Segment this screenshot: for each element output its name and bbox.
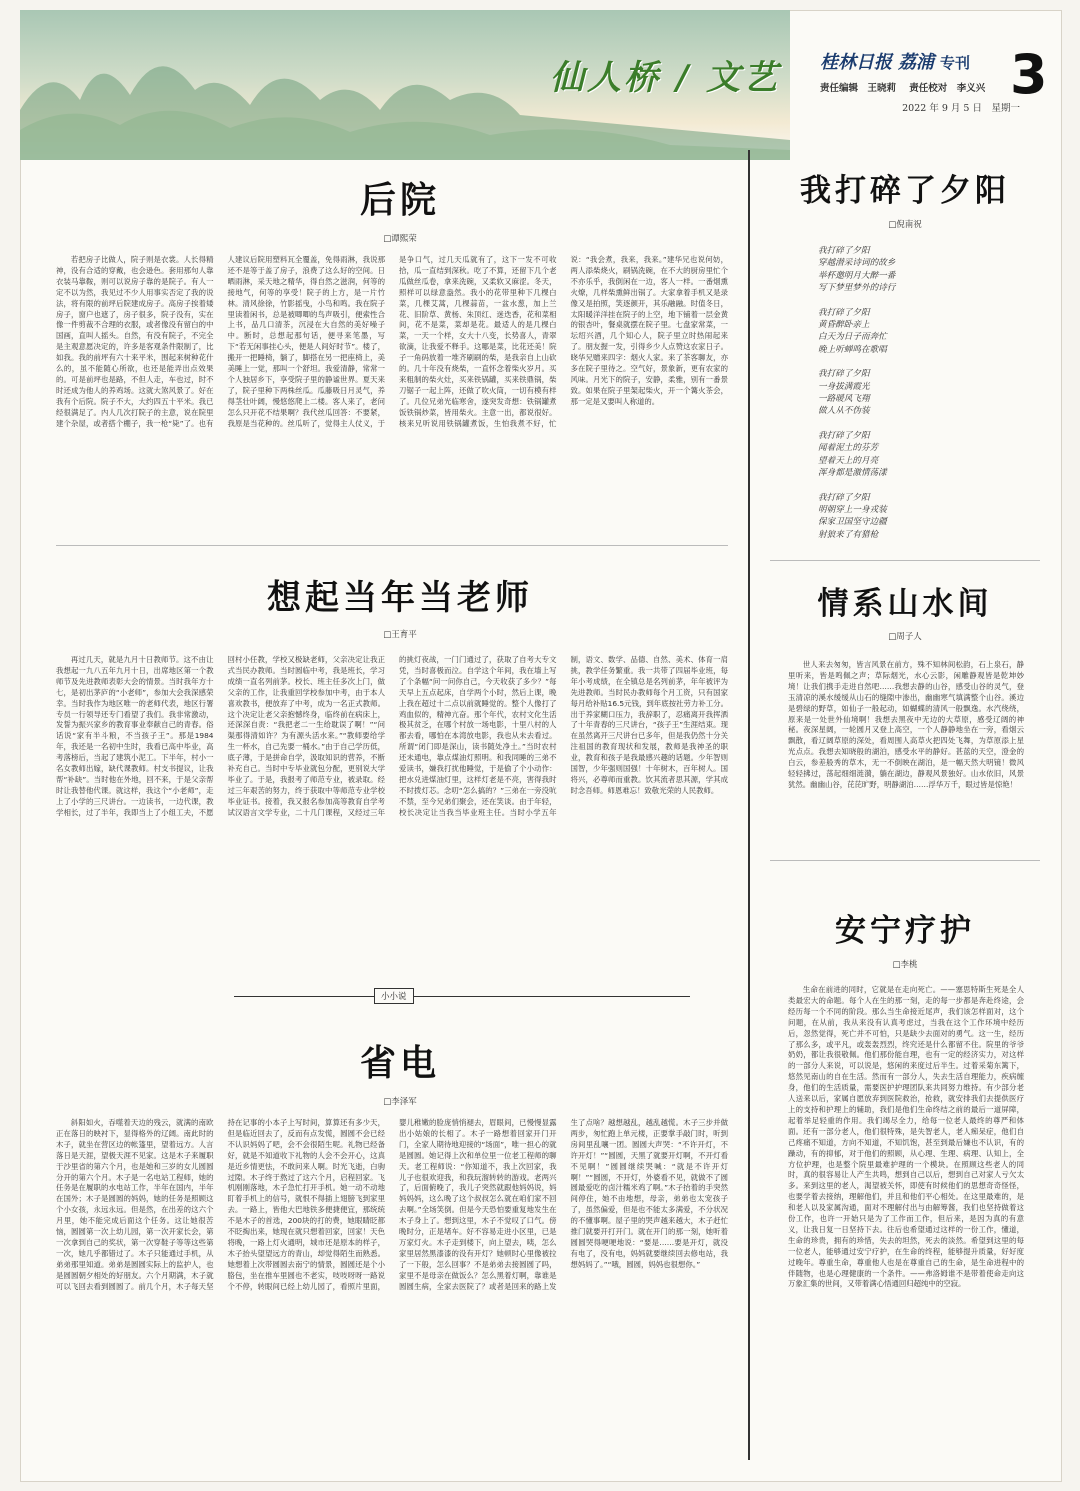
article-author-houyuan: □谭熙荣 [383,234,417,244]
poem-line: 举杯邀明月大醉一番 [818,270,896,281]
poem-line: 写下梦里梦外的诗行 [818,283,896,294]
poem-line: 我打碎了夕阳 [818,369,870,380]
article-author-anning: □李桃 [892,960,918,970]
poem-line: 浑身都是激情荡漾 [818,468,887,479]
article-body-shanshui [788,660,1024,845]
poem-line: 我打碎了夕阳 [818,246,870,256]
poem-line: 黄昏醉卧亲上 [818,320,870,331]
paper-name: 桂林日报 [820,52,892,73]
column-divider [748,150,750,1460]
article-author-shanshui: □周子人 [888,632,922,642]
article-body-teacher [56,655,728,960]
poem-line: 我打碎了夕阳 [818,492,870,503]
article-text: 若把房子比做人，院子则是衣裳。人长得精神，没有合适的穿戴，也会逊色。套用那句人靠衣装马靠鞍，则可以说房子靠的是院子。有人一定不以为然，我见过不少人用事实否定了我的说法，将有限的前坪后院建成房子。高房子挨着矮房子，窗户也遮了，房子很多，院子没有，实在像一件剪裁不合理的衣服，或者像没有留白的中国画，直叫人摇头。自然，有没有院子，不完全是主观意愿决定的，许多是客观条件限制了，比如我。我的前坪有六十来平米，围起来树种花什么的，虽不能随心所欲，也还是能弄出点效果的。可是前坪也是路，不但人走，车也过，时不时还成为他人的养鸡场。这就大煞风景了。好在我有个后院。院子不大，大约四五十平米。我已经很满足了。内人几次打院子的主意，说在院里建个杂屋，或者搭个棚子，我一枪“毙”了。也有人建议后院用塑料瓦全覆盖，免得雨淋，我说那还不是等于盖了房子，浪费了这么好的空间。日晒雨淋，采天地之精华，得自然之滋润，何等的接地气，何等的享受！院子的上方，是一片竹林。清风徐徐，竹影摇曳，小鸟和鸣。我在院子里读着闲书，总是被唧唧的鸟声吸引，便索性合上书，品几口清茶，沉浸在大自然的美好噪子中。断时，总想起那句话，便寻来笔墨，写下“若无闲事挂心头，便是人间好时节”。楼了，搬开一把睡椅，躺了，脚搭在另一把座椅上，美美睡上一觉，那叫一个舒坦。我爱清静，常常一个人独居乡下，享受院子里的静谧世界。夏天来了，院子里种下两株丝瓜。瓜藤吸日月灵气，养得茎壮叶阔，慢悠悠爬上二楼。客人来了，老问怎么只开花不结果啊？我代丝瓜回答：不要紧，我原是当花种的。丝瓜听了，觉得主人仗义，于是争口气，过几天瓜就有了，这下一发不可收拾，瓜一直结到深秋。吃了不算，还留下几个老瓜做丝瓜卷，拿来洗碗，又柔软又麻涩。冬天，照样可以绿意盎然。我小的花带里种下几棵白菜，几棵艾蒿，几棵蒜苗，一盆水葱，加上兰花、旧阶草、黄杨、朱顶红、迷迭香，花和菜相间，花不是菜，菜却是花。最适人的是几棵白菜，一天一个样，女大十八变，长势喜人，青翠欲滴，让我爱不释手。这哪是菜，比花还美！院子一角码放着一堆齐刷刷的柴，是我亲自上山砍的。几十年没有烧柴，一直怀念着柴火岁月。买来粗制的柴火灶，买来铁锅罐，买来铁鼎锅，柴刀锯子一起上阵，还做了吹火筒，一切有模有样了。几位兄弟光临寒舍，遂突发奇想：铁锅罐煮饭铁锅炒菜，皆用柴火。主意一出，都说很好。核来兄听说用铁锅罐煮饭，生怕我煮不好，忙说：“我会煮，我来，我来。”建华兄也说何妨，两人添柴烧火，刷锅洗碗，在不大的厨房里忙个不亦乐乎，我倒闲在一边，客人一样。一番烟熏火燎，几样柴熏鲜出锅了。大家拿着手机又是录像又是拍照，笑逐颜开，其乐融融。时值冬日，太阳暖洋洋挂在院子的上空，地下铺着一层金黄的银杏叶，餐桌就摆在院子里。七盘家常菜，一坛绍兴酒，几个知心人，院子里立时热闹起来了。朋友握一发，引得乡少人点赞这农家日子。晓华兄赠来四字：烟火人家。来了茶客聊友，亦多在院子里待之。空气好，景象新，更有农家的风味。月光下的院子，安静，柔雅，别有一番景致。如果在院子里架起柴火，开一个篝火茶会，那一定是又要叫人称道的。 [56,255,728,428]
poem-line: 保家卫国坚守边疆 [818,517,887,528]
article-author-shengdian: □李泽军 [383,1097,417,1107]
article-author-teacher: □王育平 [383,630,417,640]
poem-line: 一路暖风飞翔 [818,394,870,405]
section-rule [56,545,728,546]
section-rule [770,560,1040,561]
article-body-anning [788,985,1024,1460]
poem-stanza [818,368,1018,418]
section-title: 仙人桥 / 文艺 [550,58,781,98]
poem-sunset [818,245,1018,553]
section-banner [20,10,790,160]
county-name: 荔浦 [898,52,934,73]
poem-line: 闻着泥土的芬芳 [818,443,879,454]
proofreader-credit: 责任校对 李义兴 [909,83,986,94]
poem-line: 一身拔满霞光 [818,381,870,392]
article-text: 斜阳如火，吞噬着天边的残云，就满的南欧正在落日的映衬下，显得格外的辽阔。南此时的木子，就坐在营区边的帐篷里，望着远方。人言落日是天涯，望极天涯不见家。这是木子来履职于沙里省的第六个月，也是她和三岁的女儿圆圆分开的第六个月。木子是一名电站工程师，她的任务是在履职的水电站工作，半年在国内，半年在国外；木子是圆圆的妈妈，她的任务是照顾这个小女孩，永远永远。但是然，在出差的这六个月里，她不能完成后面这个任务。这让她很苦恼，圆圆第一次上幼儿园，第一次开家长会，第一次拿到自己的奖状，第一次穿鞋子等等这些第一次，她几乎都错过了。木子只能通过手机，从弟弟那里知道。弟弟是圆圆实际上的监护人，也是圆圆朝夕相处的好朋友。六个月期满，木子就可以飞回去看到圆圆了。前几个月，木子每天坚持在记事的小本子上写时间，算算还有多少天，但是临近回去了，反而有点发慌，圆圆不会已经不认识妈妈了吧，会不会很陌生呢。礼物已经备好，就是不知道收下礼物的人会不会开心，这真是近乡情更怯，不敢问来人啊。时光飞逝，白驹过隙。木子终于熬过了这六个月，启程回家。飞机刚刚落地，木子急忙打开手机。她一动不动地盯着手机上的信号，就恨不得插上翅膀飞到家里去。一路上，皆他大巴地铁多便捷便宜，那统统不是木子的首选，200块的打的费，她眼睛眨都不眨掏出来，她现在就只想着回家，回家！天色将晚，一路上灯火通明，城市还是原本的样子，木子抬头望望远方的青山，却觉得陌生而熟悉。她想着上次带圆圆去南宁的情景，圆圆还是个小胳包，坐在推车里圆也不老实，吱吱呀呀一路说个不停，转眼间已经上幼儿园了，看照片里面，婴儿稚嫩的脸庞悄悄褪去，眉眼间，已慢慢显露出小姑娘的长相了。木子一路想着回家开门开门，全家人期待地迎接的“场面”，唯一担心的就是圆圆。她记得上次和单位里一位老工程师的聊天。老工程师说：“你知道不，我上次回家，我儿子也很欢迎我，和我玩溜转转的游戏。老两兴了，后面俯晚了，我儿子突然就跟他妈妈说，妈妈妈妈，这么晚了这个叔叔怎么就在咱们家不回去啊。”全场笑倒。但是今天恐怕要重复地发生在木子身上了。想到这里，木子不觉叹了口气。傍晚时分，正是堵车。好不容易走进小区里，已是万家灯火。木子走到楼下，向上望去，咦，怎么家里居然黑漆漆的没有开灯？她顿时心里像被拉了一下般，怎么回事？不是弟弟去接圆圆了吗，家里不是母亲在做饭么？怎么黑着灯啊，靠谁是圆圆生病，全家去医院了？或者是回来的路上发生了点啥？越想越乱，越乱越慌。木子三步并做两步，匆忙跑上单元楼，正要掌手敲门时，听到房间里乱嚷一团。圆圆大声哭：“不许开灯，不许开灯！”“圆圆，天黑了就要开灯啊，不开灯看不见啊！”圆圆继续哭喊：“就是不许开灯啊！”“圆圆，不开灯，外婆看不见，就做不了圆圆最爱吃的卤汁糯米鸡了啊。”木子抬着的手突然间停住，她不由地想，母亲，弟弟也太宠孩子了，虽然偏爱，但是也不能太多满爱，不分状况的不懂事啊。屋子里的哭声越来越大，木子赶忙推门就要开打开门。就在开门的那一刻，她听着圆圆哭得哽哽地说：“要是……要是开灯，就没有电了，没有电，妈妈就要继续回去修电站，我想妈妈了。”“哦，圆圆，妈妈也很想你。” [56,1118,728,1291]
poem-stanza [818,307,1018,357]
article-title-shengdian: 省电 [359,1042,440,1084]
poem-line: 我打碎了夕阳 [818,430,870,441]
article-author-sunset: □倪南祝 [888,220,922,230]
article-title-shanshui: 情系山水间 [817,586,993,622]
poem-line: 晚上听蝉鸣在歌唱 [818,344,887,355]
poem-line: 望着天上的月亮 [818,455,879,466]
flash-fiction-tag: 小小说 [374,988,414,1004]
poem-line: 明朝穿上一身戎装 [818,504,887,515]
poem-line: 做人从不伪装 [818,406,870,417]
article-title-teacher: 想起当年当老师 [267,578,533,618]
poem-line: 射狼来了有猎枪 [818,529,879,540]
article-title-houyuan: 后院 [359,179,440,221]
section-rule [770,860,1040,861]
article-text: 生命在前进的同时，它就是在走向死亡。——塞思特斯生死是全人类最宏大的命题。每个人在生的那一刻，走的每一步都是奔赴终途，会经历每一个不同的阶段。那么当生命接近尾声，我们该怎样面对，这个问题，在从前，我从来没有认真考虑过，当我在这个工作环境中经历后，忽然觉得，死亡并不可怕，只是缺少去面对的勇气。这一生，经历了那么多，或平凡，或轰轰烈烈，终究还是什么都留不住。院里的爷爷奶奶，都让我很敬佩。他们那份能自理，也有一定的经济实力，对这样的一部分人来说，可以说是，悠闲的来度过后半生。过着采菊东篱下，悠然见南山的自在生活。然而有一部分人，失去生活自理能力，疾病缠身，他们的生活质量，需要医护护理团队来共同努力维持。有少部分老人送来以后，家属自愿放弃到医院救治，抢救，就安排我们去提供医疗上的支持和护理上的辅助，我们是他们生命终结之前的最后一道屏障，起着举足轻重的作用。我们竭尽全力，给每一位老人最终的尊严和体面。还有一部分老人，他们很特殊，是失智老人，老人痴呆症，他们自己疼痛不知道，方向不知道，不知饥饱，甚至到最后嫌也不认识，有的躁动，有的抑郁，对于他们的照顾，从心理、生理、病理、认知上，全方位护理，也是整个院里最难护理的一个模块。在照顾这些老人的同时，真的很容易让人产生共鸣，想到自己以后，想到自己对家人亏欠太多。来到这里的老人，渴望被关怀，即使有时候他们的思想奇奇怪怪，也要学着去接纳，理解他们，并且和他们平心相处。在这里最难的，是和老人以及家属沟通，面对不理解付出与由解筹酱，我们也坚持做着这份工作，也许一开始只是为了工作而工作，但后来，是因为真的有意义，让我日复一日坚持下去。往后也希望通过这样的一份工作，懂道，生命的珍贵，拥有的珍惜，失去的坦然，死去的淡然。希望到这里的每一位老人，能够通过安宁疗护，在生命的终程，能够提升质量，好好度过晚年。尊重生命，尊重他人也是在尊重自己的生命，是生命进程中的伴随物，也是心理健康的一个条件。——弗洛姆谁不是带着使命走向这万象汇集的世间，又带着满心悟通回归超纯中的空寂。 [788,985,1024,1289]
article-text: 世人来去匆匆，皆言风景在前方，殊不知林间松韵，石上泉石，静里听来，皆是鸣佩之声；草际烟光，水心云影，闲雕静观皆是乾坤妙境！让我们携手走进自然吧……我想去静的山谷，感受山谷的灵气，登玉清凉的溪水缓缓从山石的缝隙中渗出，幽幽寒气填满整个山谷。溪边是碧绿的野草，如仙子一般起动，如蝴蝶的清风一般飘逸。水汽绕绕，原来是一处世外仙境啊！我想去黑夜中无边的大草原，感受辽阔的神秘。夜深星阔，一轮圆月又登上高空，一个人静静地坐在一旁，看烟云飘散，看辽阔草原的深处，看周围人高草火把四处飞舞，为草原添上星光点点。我想去知晓般的湖泊，感受水平的静好。甚蓝的天空，澄金的白云，参差般秀的草木，无一不倒映在湖泊，是一幅天然大明镜！微风轻轻拂过，荡起细细涟漪，躺在湖边，静观风景独好。山水依旧，风景犹然。幽幽山谷，芘芘旷野，明静湖泊……浮华万千，眼过皆是惊艳！ [788,660,1024,789]
page-number: 3 [1010,43,1048,106]
special-label: 专刊 [940,54,971,72]
poem-stanza [818,492,1018,542]
article-title-sunset: 我打碎了夕阳 [800,173,1010,209]
article-body-shengdian [56,1118,728,1463]
masthead [820,48,1040,114]
poem-stanza [818,430,1018,480]
editor-credit: 责任编辑 王晓莉 [820,83,897,94]
poem-line: 穿越潜采诗词的故乡 [818,258,896,269]
poem-line: 白天为日子而奔忙 [818,332,887,343]
article-text: 再过几天，就是九月十日教师节。这不由让我想起一九八五年九月十日，出席地区第一个教师节及先进教师表彰大会的情景。当时我年方十七，是初出茅庐的“小老师”，参加大会我深感荣幸。当时我作为地区唯一的老师代表，地区行署专员一行领导还专门看望了我们。我非常激动，发誓为振兴家乡的教育事业奉献自己的青春。俗话说“家有半斗粮，不当孩子王”。那是1984年，我还是一名初中生时，我看已高中毕业，高考落榜后，当起了建筑小泥工。下半年，村小一名女教师出嫁，缺代课教师。村支书提议，让我帮“补缺”。当时他在外地，回不来，于是父亲帮时让我替他代课。就这样，我这个“小老师”，走上了小学的三尺讲台。一边读书，一边代课，教学相长，过了半年，我即当上了小组工夫，不愿回村小任教，学校又极缺老师，父亲决定让我正式当民办教师。当时圆临中考，我是班长，学习成绩一直名列前茅。校长、班主任多次上门，做父亲的工作，让我重回学校参加中考，由于本人喜欢教书，便放弃了中考，成为一名正式教师。这个决定让老父亲抱憾终身，临终前在病床上，还深深自责：“我把老二一生给耽误了啊！”“问渠那得清如许？为有源头活水来。”“教师要给学生一杯水，自己先要一桶水。”由于自己学历低，底子薄，于是拼命自学，汲取知识的营养，不断补充自己。当时中专毕业就包分配，更别说大学毕业了。于是，我报考了师范专业，被录取。经过三年艰苦的努力，终于获取中等师范专业学校毕业证书。接着，我又报名参加高等教育自学考试汉语言文学专业，二十几门课程，又经过三年的挑灯夜战，一门门通过了，获取了自考大专文凭，当时喜极而泣。自学这个年间，我在墙上写了个条幅“问一问你自己，今天收获了多少？”每天早上五点起床，自学两个小时，然后上课，晚上我在超过十二点以前就睡觉的。整个人像打了鸡血似的，精神亢奋。那个年代，农村文化生活极其贫乏，在哪个村放一场电影，十里八村的人都去看，哪怕在本湾放电影，我也从未去看过。所谓“闭门即是深山，读书随处净土。”当时农村还未通电，靠点煤油灯照明。和我同睡的三弟不爱读书，嫌我打扰他睡觉，于是偷了个小动作：把水兑进煤油灯里，这样灯老是不亮，害得我时不时拨灯芯。念叨“怎么搞的？”三弟在一旁没吭不禁，至今兄弟们聚会，还在笑谈。由于年轻，校长决定让当我当毕业班主任。当时小学五年制，语文、数学、品德、自然、美术、体育一肩挑，教学任务繁重。我一共带了四届毕业班，每年小考成绩，在全镇总是名列前茅，年年被评为先进教师。当时民办教师每个月工资，只有国家每月给补贴16.5元钱，到年底按社劳力补工分。出于养家糊口压力，我辞职了，忍痛离开我挥洒了十年青春的三尺讲台，“孩子王”生涯结束。现在虽然离开三尺讲台已多年，但是我仍然十分关注祖国的教育现状和发展，教师是我神圣的职业，教育和孩子是我最感兴趣的话题。少年智则国智，少年强则国强！十年树木，百年树人。国将兴，必尊师而重教。饮其流者思其源，学其成时念吾师。师恩难忘！致敬光荣的人民教师。 [56,655,728,817]
poem-stanza [818,245,1018,295]
poem-line: 我打碎了夕阳 [818,307,870,318]
article-body-houyuan [56,255,728,533]
issue-date: 2022 年 9 月 5 日 星期一 [902,103,1020,114]
article-title-anning: 安宁疗护 [835,913,975,949]
flash-fiction-rule [234,996,690,997]
